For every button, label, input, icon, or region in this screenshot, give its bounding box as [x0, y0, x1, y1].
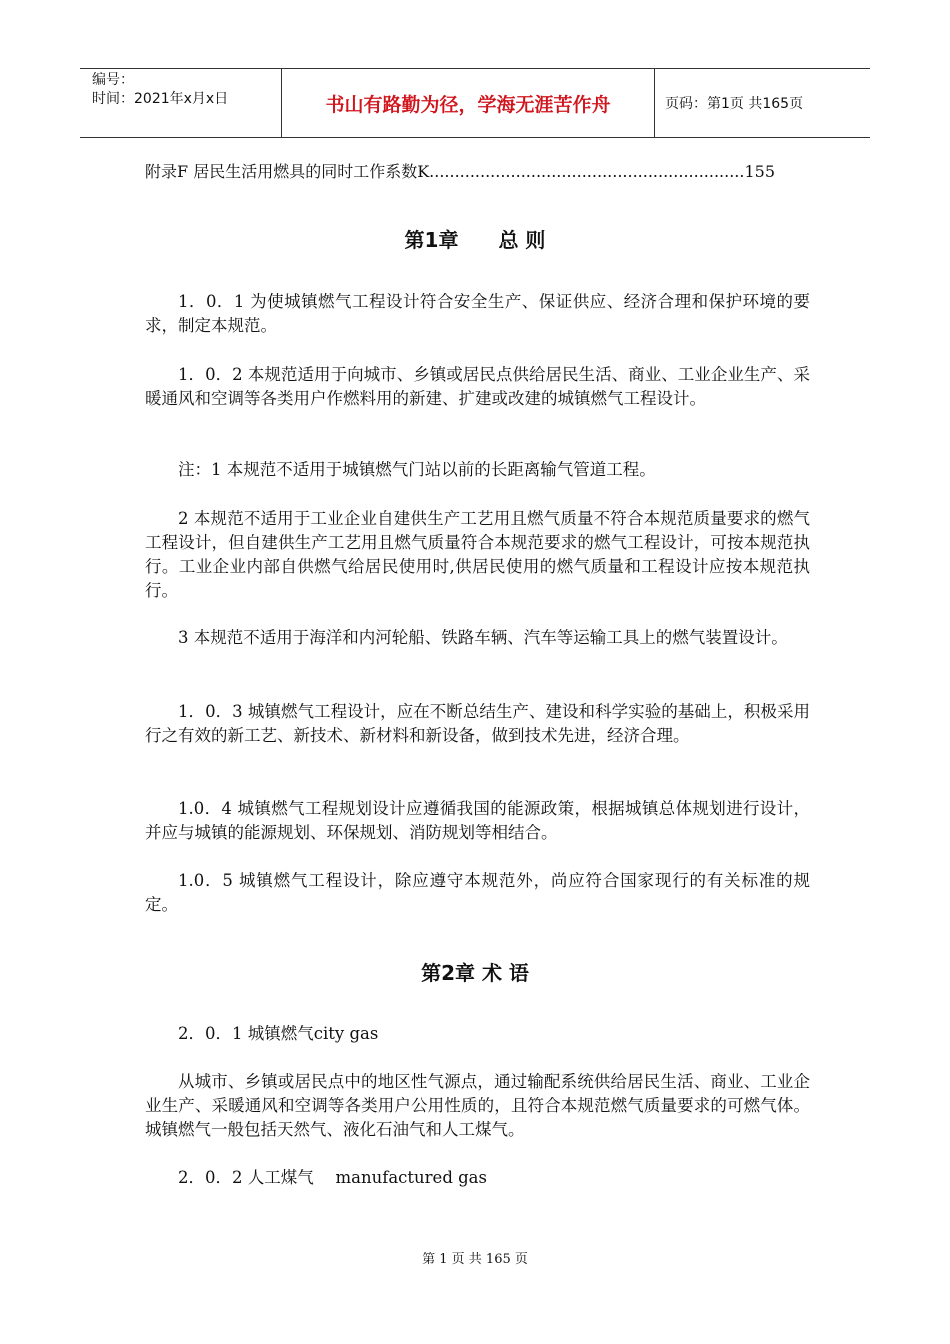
note-3: 3 本规范不适用于海洋和内河轮船、铁路车辆、汽车等运输工具上的燃气装置设计。 — [178, 628, 788, 647]
clause-1-0-5: 1.0．5 城镇燃气工程设计，除应遵守本规范外，尚应符合国家现行的有关标准的规定。 — [145, 871, 810, 914]
clause-1-0-1: 1．0．1 为使城镇燃气工程设计符合安全生产、保证供应、经济合理和保护环境的要求，制定本规范。 — [145, 292, 810, 335]
definition-city-gas: 从城市、乡镇或居民点中的地区性气源点，通过输配系统供给居民生活、商业、工业企业生产、采暖通风和空调等各类用户公用性质的，且符合本规范燃气质量要求的可燃气体。城镇燃气一般包括天然气、液化石油气和人工煤气。 — [145, 1072, 810, 1139]
clause-1-0-2: 1．0．2 本规范适用于向城市、乡镇或居民点供给居民生活、商业、工业企业生产、采暖通风和空调等各类用户作燃料用的新建、扩建或改建的城镇燃气工程设计。 — [145, 365, 810, 408]
clause-1-0-4: 1.0．4 城镇燃气工程规划设计应遵循我国的能源政策，根据城镇总体规划进行设计，并应与城镇的能源规划、环保规划、消防规划等相结合。 — [145, 799, 810, 842]
header-meta — [80, 69, 282, 137]
date-label: 时间：2021年x月x日 — [92, 91, 229, 107]
clause-1-0-3: 1．0．3 城镇燃气工程设计，应在不断总结生产、建设和科学实验的基础上，积极采用行之有效的新工艺、新技术、新材料和新设备，做到技术先进，经济合理。 — [145, 702, 810, 745]
header-page-label: 页码：第1页 共165页 — [665, 96, 804, 112]
chapter-2-title: 第2章 术 语 — [421, 961, 529, 985]
note-1: 注：1 本规范不适用于城镇燃气门站以前的长距离输气管道工程。 — [178, 460, 656, 479]
note-2: 2 本规范不适用于工业企业自建供生产工艺用且燃气质量不符合本规范质量要求的燃气工程设计，但自建供生产工艺用且燃气质量符合本规范要求的燃气工程设计，可按本规范执行。工业企业内部自供燃气给居民使用时,供居民使用的燃气质量和工程设计应按本规范执行。 — [145, 509, 810, 600]
page-footer: 第 1 页 共 165 页 — [422, 1252, 528, 1267]
chapter-1-title: 第1章 总 则 — [404, 228, 546, 252]
toc-entry-appendix-f: 附录F 居民生活用燃具的同时工作系数K..............................................................155 — [145, 162, 776, 181]
page-header — [80, 68, 870, 138]
clause-2-0-2: 2．0．2 人工煤气 manufactured gas — [178, 1168, 487, 1187]
header-motto: 书山有路勤为径，学海无涯苦作舟 — [282, 69, 655, 137]
clause-2-0-1: 2．0．1 城镇燃气city gas — [178, 1024, 379, 1043]
doc-number-label: 编号： — [92, 72, 134, 88]
